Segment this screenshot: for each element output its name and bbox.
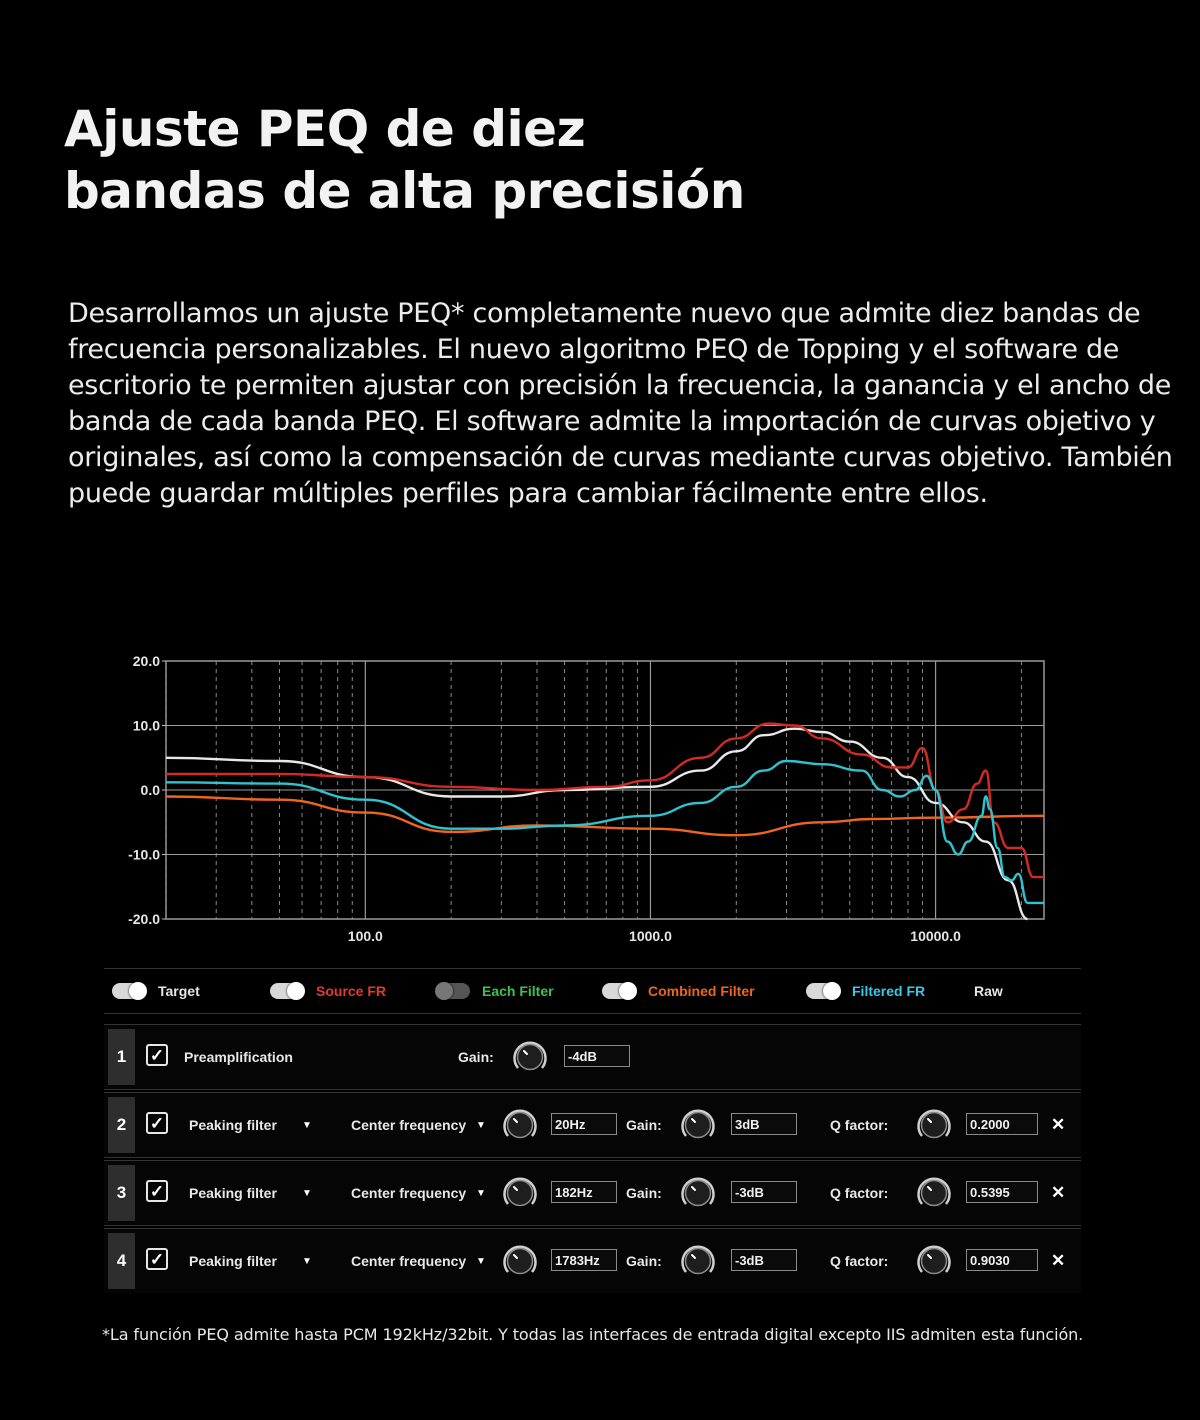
filtered-fr-toggle[interactable]	[806, 983, 840, 999]
footnote: *La función PEQ admite hasta PCM 192kHz/32bit. Y todas las interfaces de entrada digital excepto IIS admiten esta función.	[102, 1325, 1084, 1344]
row-index: 2	[108, 1097, 135, 1153]
chevron-down-icon[interactable]: ▼	[302, 1119, 312, 1131]
legend-label-combined-filter: Combined Filter	[648, 983, 755, 999]
gain-input[interactable]: -3dB	[731, 1181, 797, 1203]
q-factor-knob-icon[interactable]	[914, 1241, 954, 1281]
q-factor-knob-icon[interactable]	[914, 1173, 954, 1213]
page-title	[64, 98, 745, 222]
legend-item-target[interactable]	[112, 969, 200, 1013]
y-tick-label: 10.0	[132, 717, 160, 734]
frequency-knob-icon[interactable]	[500, 1241, 540, 1281]
legend-item-filtered-fr[interactable]	[806, 969, 925, 1013]
gain-knob-icon[interactable]	[678, 1173, 718, 1213]
y-tick-label: 20.0	[132, 653, 160, 669]
filter-param-select[interactable]: Center frequency	[351, 1185, 467, 1201]
peq-band-list	[104, 1024, 1081, 1295]
source-fr-toggle[interactable]	[270, 983, 304, 999]
q-factor-label: Q factor:	[830, 1117, 889, 1133]
legend-label-source-fr: Source FR	[316, 983, 387, 999]
filter-param-select[interactable]: Center frequency	[351, 1253, 467, 1269]
chevron-down-icon[interactable]: ▼	[476, 1187, 486, 1199]
legend-item-source-fr[interactable]	[270, 969, 386, 1013]
frequency-knob-icon[interactable]	[500, 1173, 540, 1213]
legend-item-combined-filter[interactable]	[602, 969, 755, 1013]
gain-label: Gain:	[626, 1253, 662, 1269]
filter-enable-checkbox[interactable]: ✓	[146, 1248, 168, 1270]
frequency-knob-icon[interactable]	[500, 1105, 540, 1145]
frequency-input[interactable]: 182Hz	[551, 1181, 617, 1203]
gain-input[interactable]: 3dB	[731, 1113, 797, 1135]
preamp-enable-checkbox[interactable]: ✓	[146, 1044, 168, 1066]
chevron-down-icon[interactable]: ▼	[302, 1187, 312, 1199]
title-line-2: bandas de alta precisión	[64, 162, 745, 220]
gain-label: Gain:	[626, 1185, 662, 1201]
filter-param-select[interactable]: Center frequency	[351, 1117, 467, 1133]
x-tick-label: 1000.0	[629, 928, 672, 944]
filter-row-4	[104, 1228, 1081, 1293]
each-filter-toggle[interactable]	[436, 983, 470, 999]
legend-bar	[104, 968, 1081, 1014]
filter-type-select[interactable]: Peaking filter	[189, 1117, 277, 1133]
x-tick-label: 10000.0	[910, 928, 961, 944]
x-tick-label: 100.0	[347, 928, 383, 944]
frequency-input[interactable]: 20Hz	[551, 1113, 617, 1135]
filter-row-2	[104, 1092, 1081, 1158]
target-toggle[interactable]	[112, 983, 146, 999]
filter-enable-checkbox[interactable]: ✓	[146, 1112, 168, 1134]
legend-label-target: Target	[158, 983, 200, 999]
y-tick-label: 0.0	[140, 782, 160, 798]
remove-filter-close-icon[interactable]: ✕	[1051, 1251, 1066, 1270]
q-factor-knob-icon[interactable]	[914, 1105, 954, 1145]
filter-row-3	[104, 1160, 1081, 1226]
remove-filter-close-icon[interactable]: ✕	[1051, 1115, 1066, 1134]
row-index: 1	[108, 1029, 135, 1085]
chevron-down-icon[interactable]: ▼	[476, 1255, 486, 1267]
y-tick-label: -10.0	[128, 846, 160, 863]
q-factor-input[interactable]: 0.2000	[966, 1113, 1038, 1135]
filter-enable-checkbox[interactable]: ✓	[146, 1180, 168, 1202]
gain-knob-icon[interactable]	[678, 1241, 718, 1281]
q-factor-input[interactable]: 0.5395	[966, 1181, 1038, 1203]
filter-type-select[interactable]: Peaking filter	[189, 1253, 277, 1269]
gain-input[interactable]: -3dB	[731, 1249, 797, 1271]
frequency-response-chart	[100, 645, 1060, 955]
preamp-gain-input[interactable]: -4dB	[564, 1045, 630, 1067]
y-tick-label: -20.0	[128, 911, 160, 927]
preamp-row	[104, 1024, 1081, 1090]
chevron-down-icon[interactable]: ▼	[302, 1255, 312, 1267]
legend-label-filtered-fr: Filtered FR	[852, 983, 926, 999]
title-line-1: Ajuste PEQ de diez	[64, 100, 586, 158]
filter-type-select[interactable]: Peaking filter	[189, 1185, 277, 1201]
preamp-label: Preamplification	[184, 1049, 293, 1065]
row-index: 4	[108, 1233, 135, 1289]
q-factor-label: Q factor:	[830, 1253, 889, 1269]
chevron-down-icon[interactable]: ▼	[476, 1119, 486, 1131]
legend-item-each-filter[interactable]	[436, 969, 554, 1013]
legend-item-raw[interactable]	[974, 969, 1003, 1013]
remove-filter-close-icon[interactable]: ✕	[1051, 1183, 1066, 1202]
preamp-gain-label: Gain:	[458, 1049, 494, 1065]
description: Desarrollamos un ajuste PEQ* completamente nuevo que admite diez bandas de frecuencia personalizables. El nuevo algoritmo PEQ de Topping y el software de escritorio te permiten ajustar con precisión la frecuencia, la ganancia y el ancho de banda de cada banda PEQ. El software admite la importación de curvas objetivo y originales, así como la compensación de curvas mediante curvas objetivo. También puede guardar múltiples perfiles para cambiar fácilmente entre ellos.	[68, 298, 1173, 509]
legend-label-raw: Raw	[974, 983, 1003, 999]
legend-label-each-filter: Each Filter	[482, 983, 554, 999]
q-factor-input[interactable]: 0.9030	[966, 1249, 1038, 1271]
combined-filter-toggle[interactable]	[602, 983, 636, 999]
gain-label: Gain:	[626, 1117, 662, 1133]
row-index: 3	[108, 1165, 135, 1221]
gain-knob-icon[interactable]	[678, 1105, 718, 1145]
q-factor-label: Q factor:	[830, 1185, 889, 1201]
preamp-gain-knob-icon[interactable]	[510, 1037, 550, 1077]
frequency-input[interactable]: 1783Hz	[551, 1249, 617, 1271]
